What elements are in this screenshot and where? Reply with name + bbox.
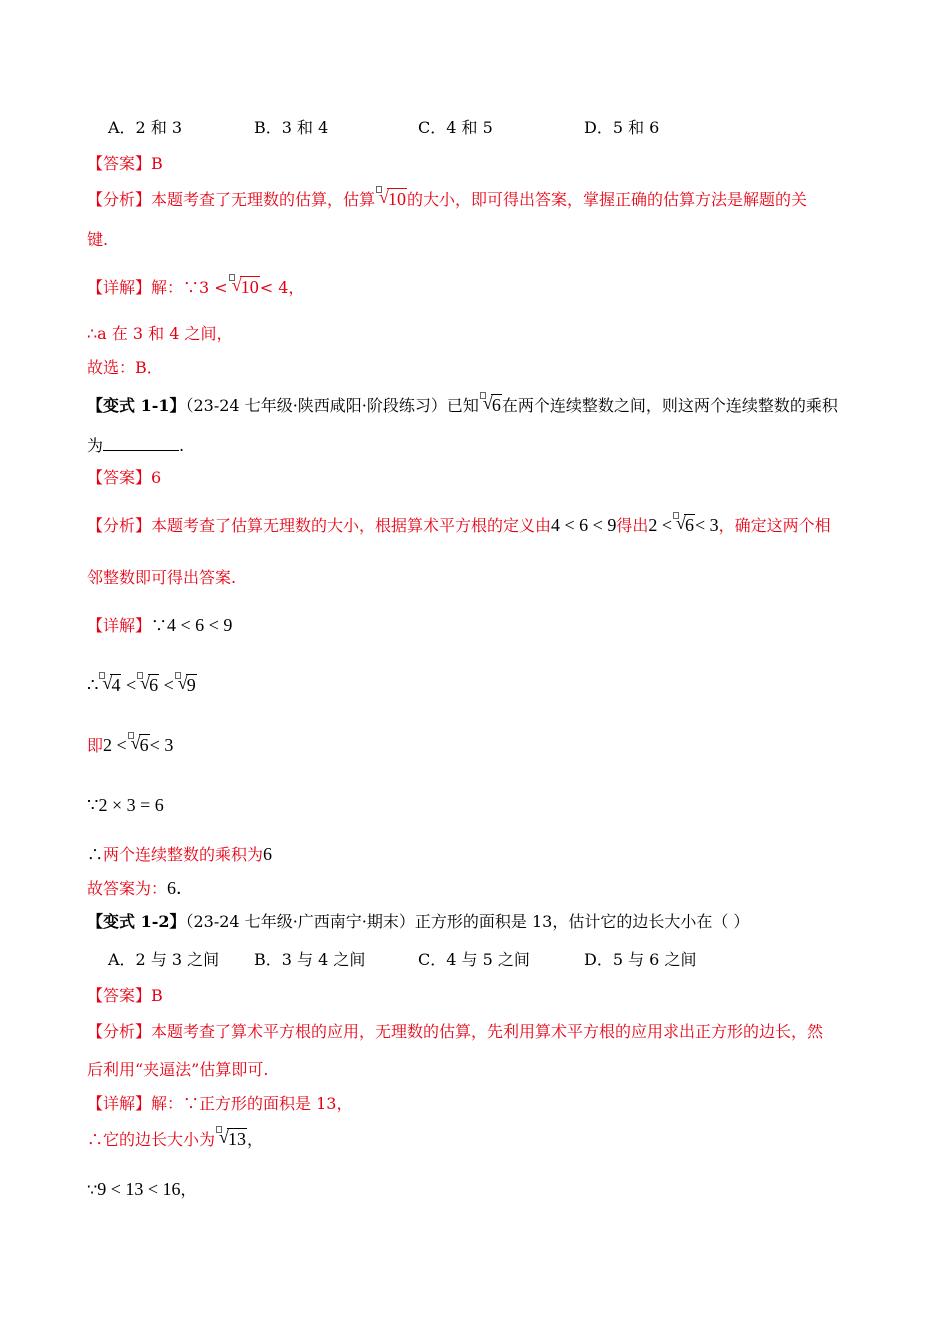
option-d: D．5 与 6 之间 xyxy=(584,950,697,969)
answer-line xyxy=(87,988,163,1004)
radical-13: √ 13 xyxy=(216,1130,247,1148)
radical-4: √ 4 xyxy=(99,676,121,694)
step-line: ∵9 < 13 < 16， xyxy=(87,1179,197,1199)
option-a: A．2 和 3 xyxy=(108,118,183,137)
answer-tag: 【答案】 xyxy=(87,154,152,173)
radical-6: √ 6 xyxy=(128,736,150,754)
step-line: 即2 < √ 6< 3 xyxy=(87,733,174,755)
detail-line: 【详解】∵4 < 6 < 9 xyxy=(87,615,233,635)
option-b: B．3 和 4 xyxy=(254,118,329,137)
option-a: A．2 与 3 之间 xyxy=(108,950,220,969)
detail-line: 【详解】解：∵正方形的面积是 13， xyxy=(87,1094,353,1113)
answer-value: B xyxy=(151,986,163,1005)
option-b: B．3 与 4 之间 xyxy=(254,950,366,969)
analysis-line: 【分析】本题考查了算术平方根的应用，无理数的估算，先利用算术平方根的应用求出正方形的边长，然 xyxy=(87,1022,824,1041)
analysis-line-2: 后利用“夹逼法”估算即可. xyxy=(87,1060,269,1079)
radical-10: √ 10 xyxy=(229,278,260,296)
radical-6: √ 6 xyxy=(480,396,502,414)
variant-tag: 【变式 1-2】 xyxy=(87,912,186,931)
answer-tag: 【答案】 xyxy=(87,986,152,1005)
answer-blank xyxy=(103,436,179,451)
answer-line xyxy=(87,156,163,172)
step-line: ∴它的边长大小为 √ 13， xyxy=(87,1127,264,1149)
answer-tag: 【答案】 xyxy=(87,468,152,487)
option-c: C．4 和 5 xyxy=(418,118,493,137)
radical-10: √ 10 xyxy=(376,190,407,208)
variant-title-line-2: 为 . xyxy=(87,436,185,455)
detail-tag: 【详解】 xyxy=(87,278,152,297)
analysis-line: 【分析】本题考查了估算无理数的大小，根据算术平方根的定义由4 < 6 < 9得出2 < √ 6< 3，确定这两个相 xyxy=(87,513,831,535)
step-line: 故选：B． xyxy=(87,358,163,377)
variant-tag: 【变式 1-1】 xyxy=(87,396,186,415)
radical-6: √ 6 xyxy=(673,516,695,534)
analysis-tag: 【分析】 xyxy=(87,190,152,209)
analysis-tag: 【分析】 xyxy=(87,516,152,535)
detail-tag: 【详解】 xyxy=(87,1094,152,1113)
step-line: 故答案为：6． xyxy=(87,878,195,898)
analysis-line-2: 邻整数即可得出答案. xyxy=(87,568,237,587)
step-line: ∵2 × 3 = 6 xyxy=(87,795,164,815)
radical-6: √ 6 xyxy=(137,676,159,694)
analysis-line-2: 键. xyxy=(87,230,109,249)
option-c: C．4 与 5 之间 xyxy=(418,950,530,969)
option-d: D．5 和 6 xyxy=(584,118,660,137)
analysis-line: 【分析】本题考查了无理数的估算，估算 √ 10的大小，即可得出答案，掌握正确的估算方法是解题的关 xyxy=(87,187,808,209)
answer-value: 6 xyxy=(151,468,162,487)
step-line: ∴a 在 3 和 4 之间， xyxy=(87,324,233,343)
analysis-tag: 【分析】 xyxy=(87,1022,152,1041)
variant-title: 【变式 1-2】（23-24 七年级·广西南宁·期末）正方形的面积是 13，估计它的边长大小在（ ） xyxy=(87,912,750,931)
detail-tag: 【详解】 xyxy=(87,616,152,635)
step-line: ∴两个连续整数的乘积为6 xyxy=(87,844,273,864)
step-line: ∴ √ 4 < √ 6 < √ 9 xyxy=(87,673,196,695)
variant-title: 【变式 1-1】（23-24 七年级·陕西咸阳·阶段练习）已知 √ 6在两个连续整数之间，则这两个连续整数的乘积 xyxy=(87,393,838,415)
answer-line xyxy=(87,470,161,486)
answer-value: B xyxy=(151,154,163,173)
detail-line: 【详解】解：∵3 < √ 10< 4， xyxy=(87,275,305,297)
radical-9: √ 9 xyxy=(175,676,197,694)
